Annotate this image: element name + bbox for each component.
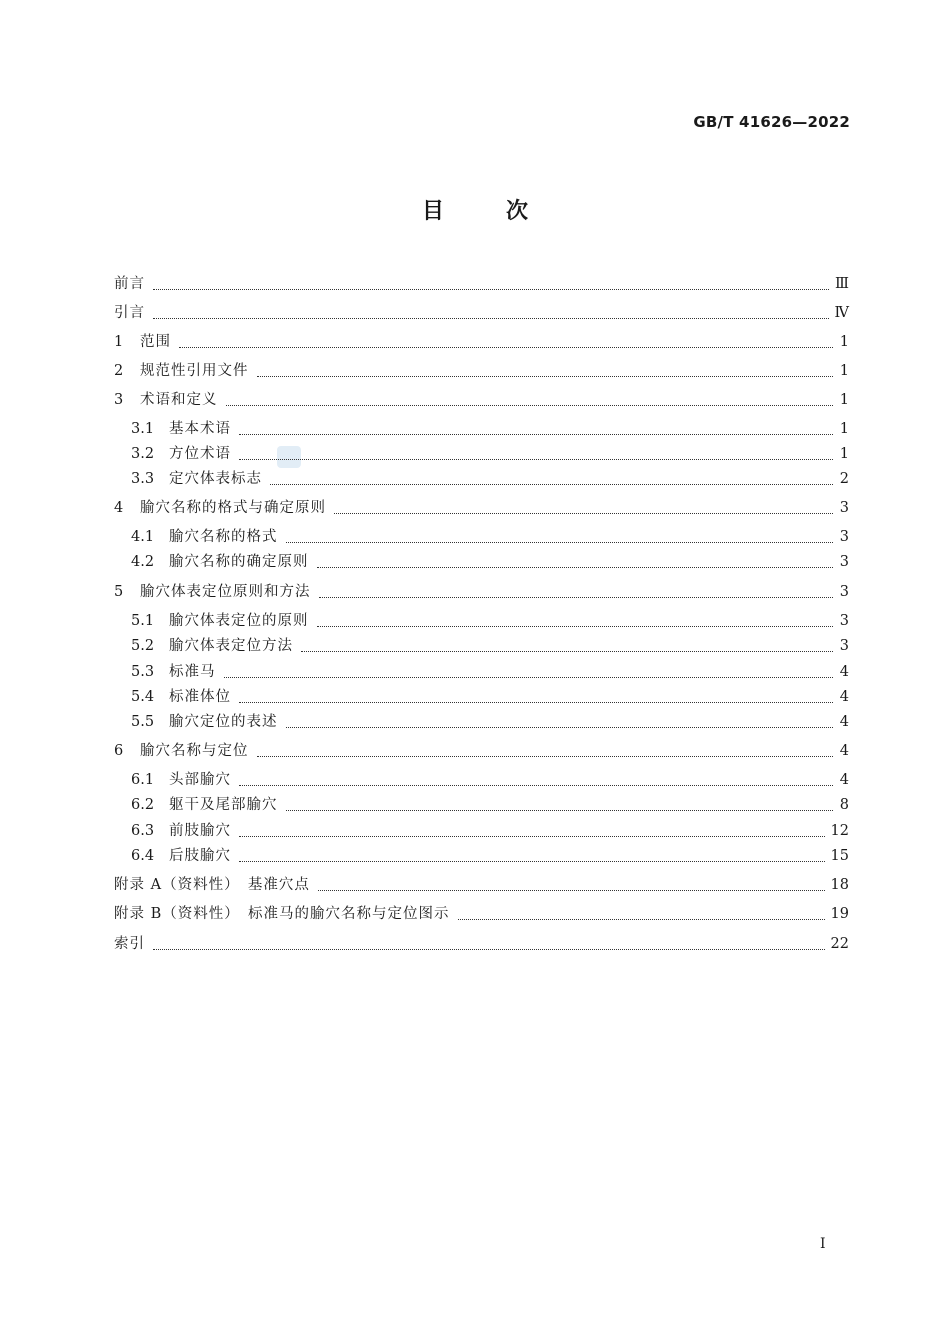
toc-entry-label: 标准体位 xyxy=(169,689,231,705)
toc-entry-label: 术语和定义 xyxy=(140,392,218,408)
toc-entry-page: 12 xyxy=(830,823,849,839)
toc-entry-label: 腧穴体表定位方法 xyxy=(169,638,293,654)
toc-entry-label: 后肢腧穴 xyxy=(169,848,231,864)
toc-entry-page: 2 xyxy=(839,471,849,487)
toc-entry-number: 4 xyxy=(114,500,124,516)
toc-entry-label: 范围 xyxy=(140,334,171,350)
toc-leader-dots xyxy=(239,702,833,703)
toc-leader-dots xyxy=(239,459,833,460)
toc-entry-label: 前言 xyxy=(114,276,145,292)
toc-entry-number: 3.1 xyxy=(131,421,155,437)
toc-entry-page: 3 xyxy=(839,529,849,545)
toc-entry-number: 5.5 xyxy=(131,714,155,730)
toc-entry[interactable] xyxy=(114,466,849,492)
toc-entry-label: 定穴体表标志 xyxy=(169,471,262,487)
toc-entry-number: 5.2 xyxy=(131,638,155,654)
toc-entry-number: 6.3 xyxy=(131,823,155,839)
toc-leader-dots xyxy=(153,949,825,950)
toc-entry-page: 22 xyxy=(830,936,849,952)
toc-entry-page: 3 xyxy=(839,584,849,600)
toc-entry[interactable] xyxy=(114,901,849,927)
toc-entry-number: 6 xyxy=(114,743,124,759)
toc-entry-page: 3 xyxy=(839,554,849,570)
toc-entry-label: 附录 A（资料性） 基准穴点 xyxy=(114,877,310,893)
toc-entry-number: 5.3 xyxy=(131,664,155,680)
toc-entry[interactable] xyxy=(114,300,849,326)
toc-entry-label: 方位术语 xyxy=(169,446,231,462)
toc-entry-label: 腧穴体表定位原则和方法 xyxy=(140,584,311,600)
toc-entry-page: 1 xyxy=(839,421,849,437)
toc-entry-page: 1 xyxy=(839,334,849,350)
toc-entry[interactable] xyxy=(114,684,849,710)
toc-leader-dots xyxy=(319,597,834,598)
toc-entry-number: 2 xyxy=(114,363,124,379)
toc-leader-dots xyxy=(317,567,834,568)
toc-leader-dots xyxy=(334,513,833,514)
toc-entry-page: 8 xyxy=(839,797,849,813)
toc-entry-label: 腧穴名称的确定原则 xyxy=(169,554,309,570)
toc-entry[interactable] xyxy=(114,524,849,550)
toc-entry-label: 腧穴体表定位的原则 xyxy=(169,613,309,629)
title-char-1: 目 xyxy=(421,199,444,224)
toc-entry[interactable] xyxy=(114,633,849,659)
toc-entry-label: 附录 B（资料性） 标准马的腧穴名称与定位图示 xyxy=(114,906,450,922)
toc-entry-label: 基本术语 xyxy=(169,421,231,437)
toc-leader-dots xyxy=(301,651,833,652)
toc-entry-number: 6.1 xyxy=(131,772,155,788)
toc-entry-label: 索引 xyxy=(114,936,145,952)
toc-entry[interactable] xyxy=(114,271,849,297)
toc-entry[interactable] xyxy=(114,608,849,634)
toc-entry[interactable] xyxy=(114,792,849,818)
toc-entry[interactable] xyxy=(114,329,849,355)
toc-entry-page: Ⅲ xyxy=(835,276,849,292)
toc-leader-dots xyxy=(286,727,834,728)
toc-leader-dots xyxy=(458,919,825,920)
toc-entry-label: 腧穴名称与定位 xyxy=(140,743,249,759)
page-title xyxy=(0,194,950,225)
toc-entry-page: 4 xyxy=(839,664,849,680)
toc-entry[interactable] xyxy=(114,738,849,764)
toc-entry-page: 4 xyxy=(839,714,849,730)
toc-entry[interactable] xyxy=(114,931,849,957)
toc-entry-page: Ⅳ xyxy=(834,305,849,321)
toc-entry-number: 5 xyxy=(114,584,124,600)
toc-entry-label: 腧穴名称的格式与确定原则 xyxy=(140,500,326,516)
toc-entry[interactable] xyxy=(114,579,849,605)
toc-entry-label: 躯干及尾部腧穴 xyxy=(169,797,278,813)
toc-entry-number: 3.3 xyxy=(131,471,155,487)
toc-entry-page: 1 xyxy=(839,392,849,408)
toc-entry[interactable] xyxy=(114,818,849,844)
toc-entry-number: 3.2 xyxy=(131,446,155,462)
toc-entry-number: 1 xyxy=(114,334,124,350)
toc-entry[interactable] xyxy=(114,549,849,575)
toc-leader-dots xyxy=(239,785,833,786)
toc-entry-label: 腧穴定位的表述 xyxy=(169,714,278,730)
toc-leader-dots xyxy=(257,376,834,377)
toc-entry-label: 头部腧穴 xyxy=(169,772,231,788)
toc-entry[interactable] xyxy=(114,709,849,735)
toc-entry-number: 4.2 xyxy=(131,554,155,570)
standard-code: GB/T 41626—2022 xyxy=(693,113,850,131)
toc-entry[interactable] xyxy=(114,767,849,793)
toc-leader-dots xyxy=(239,836,825,837)
toc-entry-page: 1 xyxy=(839,363,849,379)
toc-leader-dots xyxy=(239,434,833,435)
toc-leader-dots xyxy=(239,861,825,862)
toc-entry[interactable] xyxy=(114,387,849,413)
toc-entry-page: 18 xyxy=(830,877,849,893)
toc-entry-page: 3 xyxy=(839,613,849,629)
toc-entry[interactable] xyxy=(114,843,849,869)
toc-entry-label: 前肢腧穴 xyxy=(169,823,231,839)
toc-entry-label: 引言 xyxy=(114,305,145,321)
toc-leader-dots xyxy=(317,626,834,627)
toc-leader-dots xyxy=(286,542,834,543)
toc-leader-dots xyxy=(257,756,834,757)
title-char-2: 次 xyxy=(506,199,529,224)
toc-entry-page: 4 xyxy=(839,772,849,788)
toc-entry-number: 3 xyxy=(114,392,124,408)
page-number: I xyxy=(820,1236,826,1252)
toc-entry-label: 腧穴名称的格式 xyxy=(169,529,278,545)
toc-entry-label: 标准马 xyxy=(169,664,216,680)
toc-entry-page: 3 xyxy=(839,500,849,516)
toc-entry-number: 4.1 xyxy=(131,529,155,545)
toc-entry-number: 5.1 xyxy=(131,613,155,629)
toc-entry-page: 4 xyxy=(839,689,849,705)
toc-entry-page: 19 xyxy=(830,906,849,922)
toc-entry[interactable] xyxy=(114,659,849,685)
toc-entry[interactable] xyxy=(114,872,849,898)
toc-leader-dots xyxy=(224,677,834,678)
toc-entry[interactable] xyxy=(114,358,849,384)
toc-leader-dots xyxy=(318,890,825,891)
toc-entry-label: 规范性引用文件 xyxy=(140,363,249,379)
toc-entry-page: 4 xyxy=(839,743,849,759)
toc-entry-page: 1 xyxy=(839,446,849,462)
toc-leader-dots xyxy=(286,810,834,811)
toc-leader-dots xyxy=(270,484,833,485)
toc-entry[interactable] xyxy=(114,441,849,467)
toc-entry[interactable] xyxy=(114,416,849,442)
toc-entry-number: 6.2 xyxy=(131,797,155,813)
toc-leader-dots xyxy=(153,318,829,319)
toc-leader-dots xyxy=(226,405,834,406)
toc-leader-dots xyxy=(179,347,833,348)
toc-entry-number: 5.4 xyxy=(131,689,155,705)
toc-entry-page: 15 xyxy=(830,848,849,864)
toc-entry-page: 3 xyxy=(839,638,849,654)
toc-entry[interactable] xyxy=(114,495,849,521)
toc-entry-number: 6.4 xyxy=(131,848,155,864)
toc-leader-dots xyxy=(153,289,829,290)
